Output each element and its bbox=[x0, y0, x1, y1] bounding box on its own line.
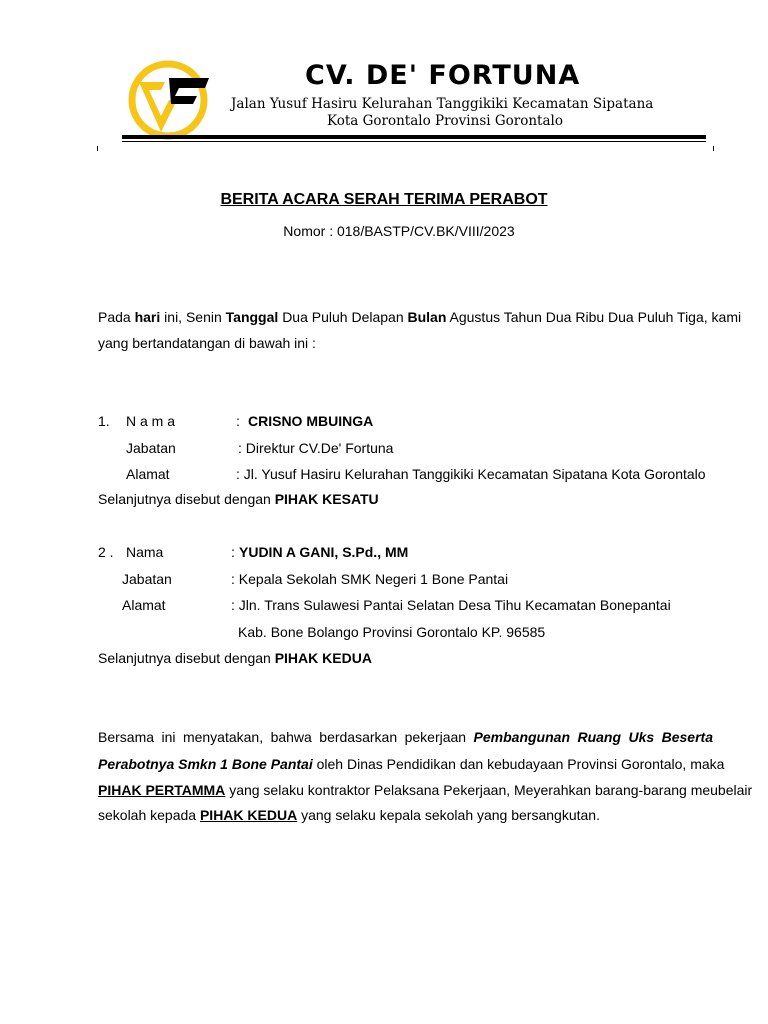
document-number: Nomor : 018/BASTP/CV.BK/VIII/2023 bbox=[283, 223, 515, 239]
margin-tick-right bbox=[713, 146, 714, 151]
party1-number: 1. bbox=[98, 413, 110, 429]
address-line-2: Kota Gorontalo Provinsi Gorontalo bbox=[327, 113, 563, 129]
document-title: BERITA ACARA SERAH TERIMA PERABOT bbox=[220, 191, 548, 208]
party2-alamat-value-2: Kab. Bone Bolango Provinsi Gorontalo KP. 96585 bbox=[238, 624, 546, 640]
party2-name-value: YUDIN A GANI, S.Pd., MM bbox=[239, 544, 409, 560]
party2-alamat-value: : Jln. Trans Sulawesi Pantai Selatan Desa Tihu Kecamatan Bonepantai bbox=[231, 597, 671, 613]
party1-name-value: CRISNO MBUINGA bbox=[248, 413, 374, 429]
party2-number: 2 . bbox=[98, 544, 114, 560]
party1-name-colon: : bbox=[236, 413, 240, 429]
statement-line-4: sekolah kepada PIHAK KEDUA yang selaku kepala sekolah yang bersangkutan. bbox=[98, 807, 600, 823]
party1-reference: Selanjutnya disebut dengan PIHAK KESATU bbox=[98, 491, 379, 507]
party2-jabatan-label: Jabatan bbox=[122, 571, 172, 587]
party1-name-label: N a m a bbox=[126, 413, 176, 429]
party1-alamat-value: : Jl. Yusuf Hasiru Kelurahan Tanggikiki Kecamatan Sipatana Kota Gorontalo bbox=[236, 466, 706, 482]
party1-jabatan-label: Jabatan bbox=[126, 440, 176, 456]
intro-line-1: Pada hari ini, Senin Tanggal Dua Puluh Delapan Bulan Agustus Tahun Dua Ribu Dua Puluh Tiga, kami bbox=[98, 309, 742, 325]
party2-alamat-label: Alamat bbox=[122, 597, 166, 613]
statement-line-1: Bersama ini menyatakan, bahwa berdasarkan pekerjaan Pembangunan Ruang Uks Beserta bbox=[98, 729, 713, 745]
company-name: CV. DE' FORTUNA bbox=[305, 60, 581, 91]
statement-line-3: PIHAK PERTAMMA yang selaku kontraktor Pelaksana Pekerjaan, Meyerahkan barang-barang meubelair bbox=[98, 782, 753, 798]
intro-line-2: yang bertandatangan di bawah ini : bbox=[98, 335, 316, 351]
party2-reference: Selanjutnya disebut dengan PIHAK KEDUA bbox=[98, 650, 372, 666]
company-logo bbox=[125, 60, 211, 140]
party1-alamat-label: Alamat bbox=[126, 466, 170, 482]
party2-jabatan-value: : Kepala Sekolah SMK Negeri 1 Bone Pantai bbox=[231, 571, 509, 587]
party2-name-label: Nama bbox=[126, 544, 164, 560]
header-rule-thick bbox=[122, 135, 706, 139]
statement-line-2: Perabotnya Smkn 1 Bone Pantai oleh Dinas Pendidikan dan kebudayaan Provinsi Gorontalo, maka bbox=[98, 756, 725, 772]
party1-jabatan-value: : Direktur CV.De' Fortuna bbox=[238, 440, 394, 456]
address-line-1: Jalan Yusuf Hasiru Kelurahan Tanggikiki Kecamatan Sipatana bbox=[231, 96, 654, 112]
margin-tick-left bbox=[97, 146, 98, 151]
party2-name-colon: : bbox=[231, 544, 235, 560]
header-rule-thin bbox=[122, 141, 706, 142]
